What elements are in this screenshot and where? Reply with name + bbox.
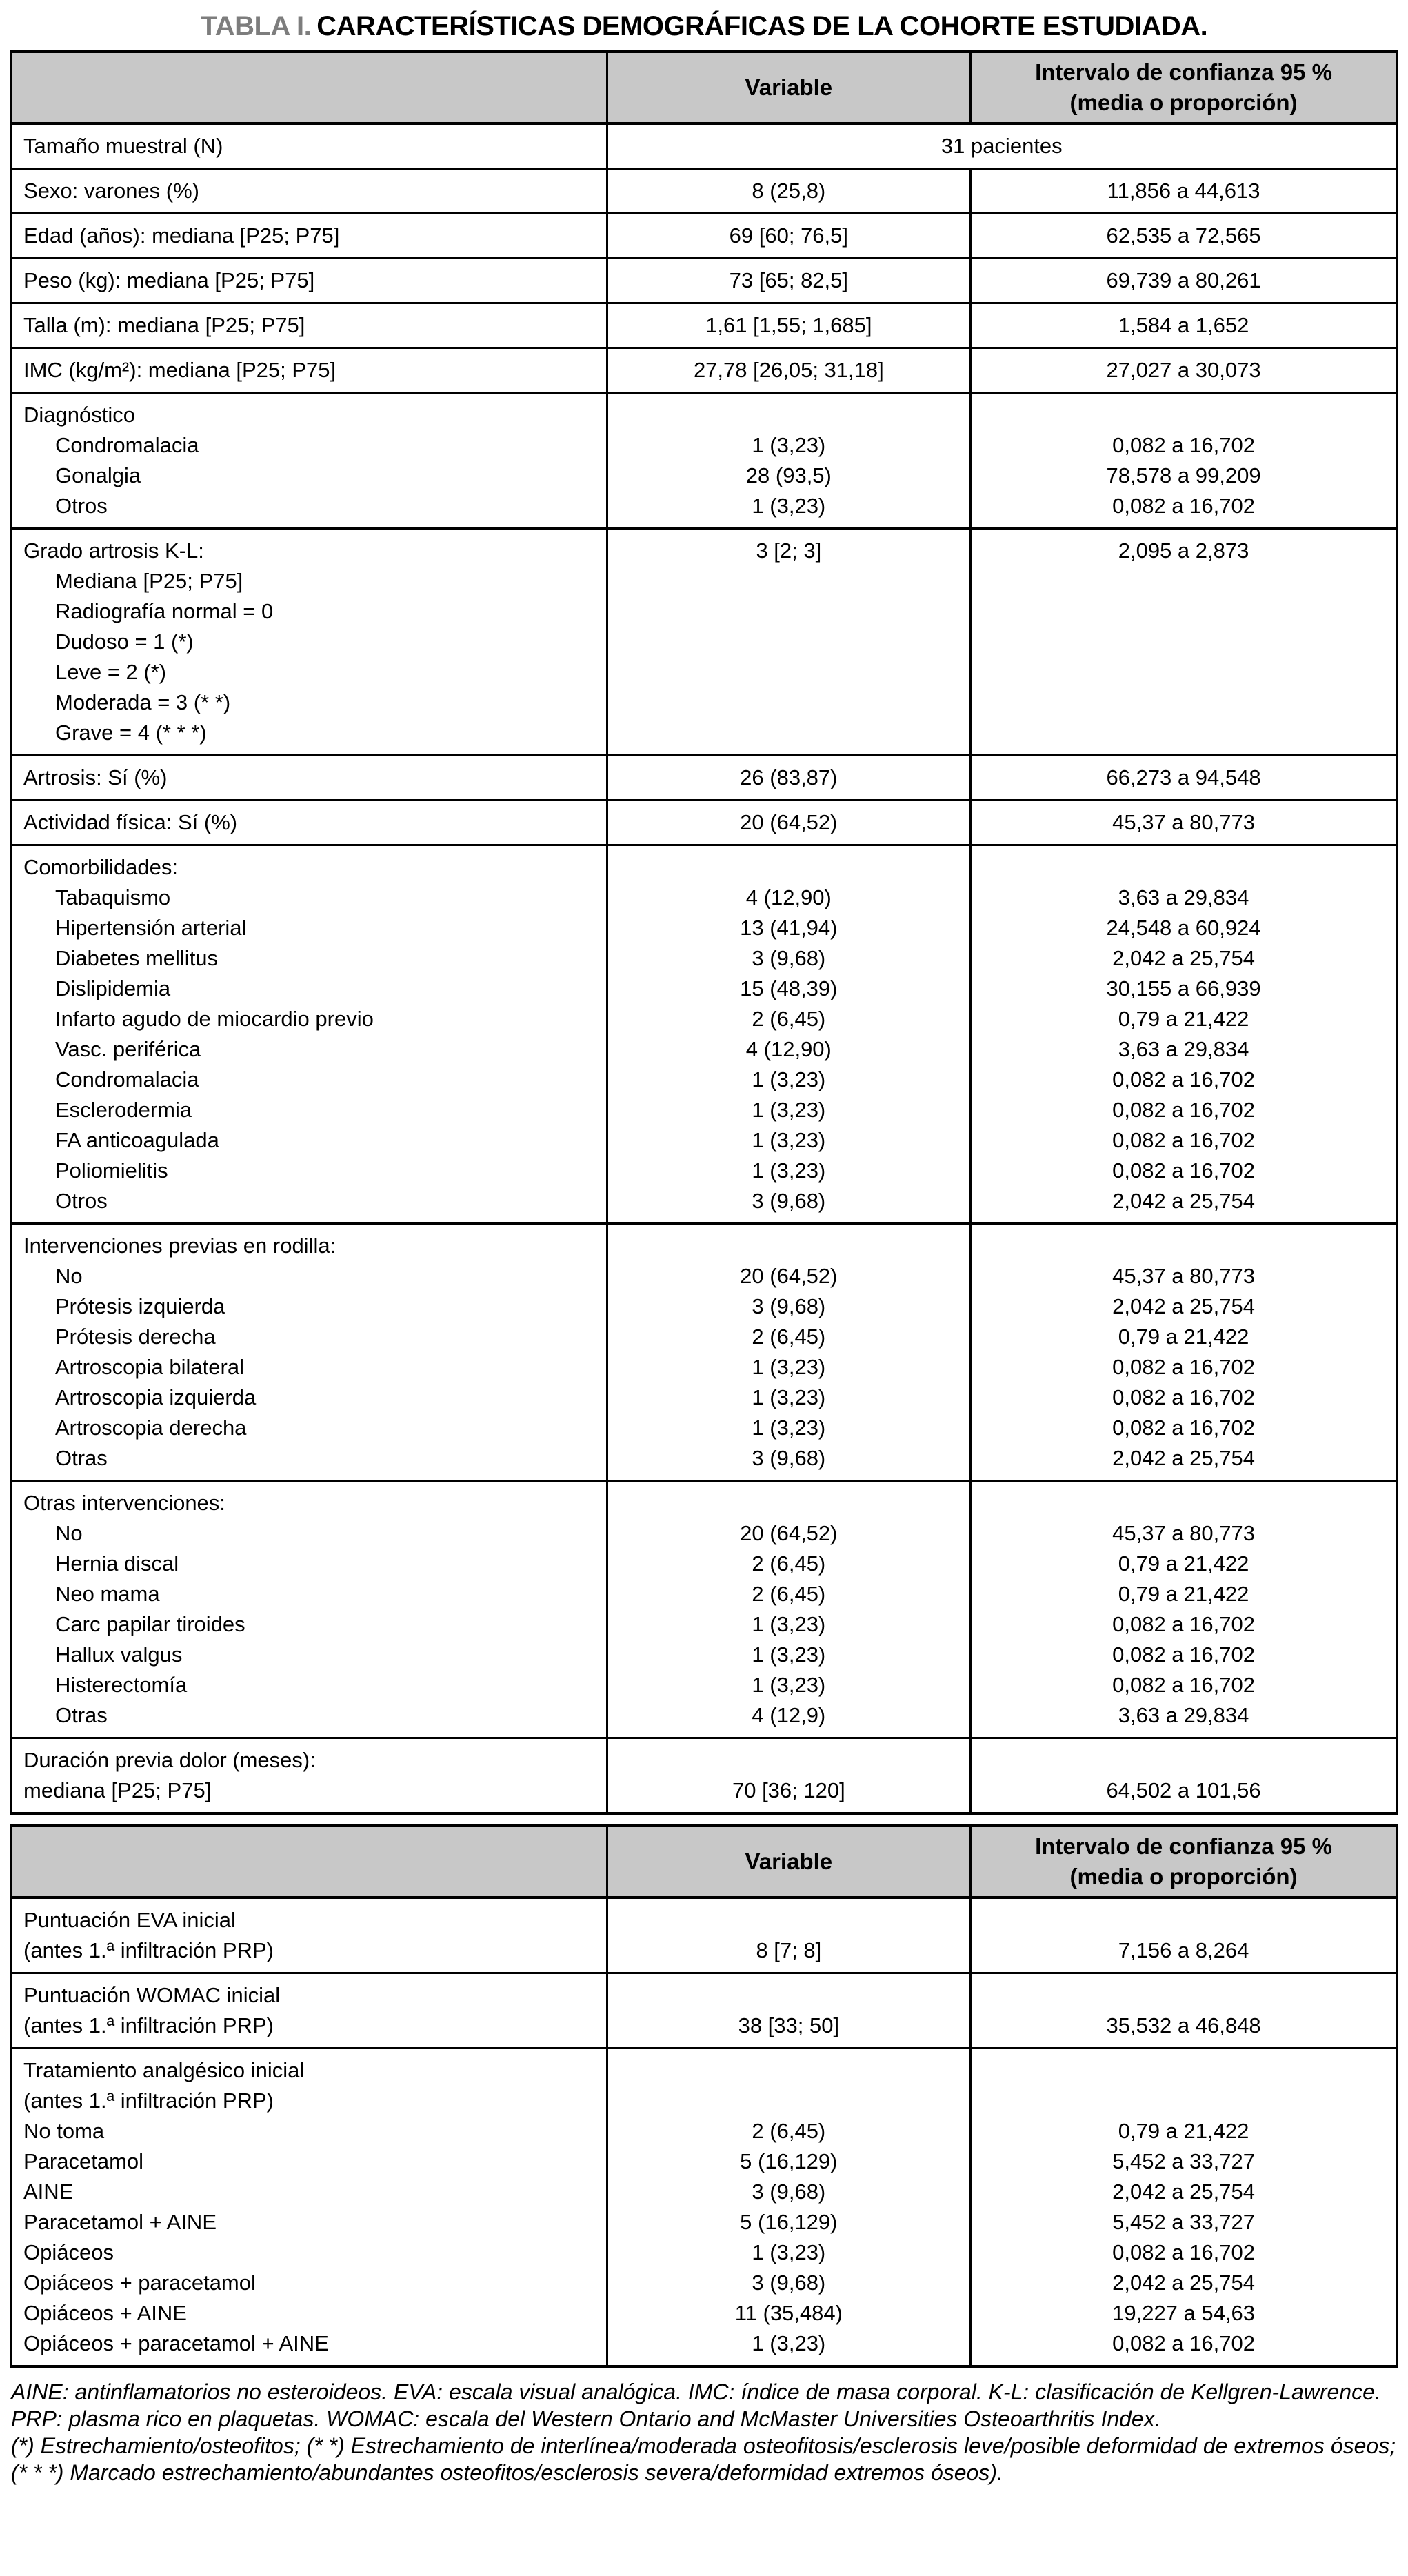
row-value: 1 (3,23) <box>752 494 826 518</box>
row-value: 11 (35,484) <box>734 2301 843 2325</box>
row-value <box>608 657 970 687</box>
row-label-cell <box>12 214 606 257</box>
row-value: 3 (9,68) <box>752 2180 826 2204</box>
row-value: 13 (41,94) <box>740 916 838 940</box>
row-value: 3 (9,68) <box>752 1189 826 1213</box>
row-ci-cell <box>969 1899 1396 1972</box>
row-label: (antes 1.ª infiltración PRP) <box>23 1938 274 1962</box>
row-label: Talla (m): mediana [P25; P75] <box>23 313 305 337</box>
row-value: 3 (9,68) <box>752 946 826 970</box>
row-label: Edad (años): mediana [P25; P75] <box>23 223 340 248</box>
row-label: Mediana [P25; P75] <box>55 569 243 593</box>
row-value-cell <box>606 1482 970 1737</box>
row-ci: 0,79 a 21,422 <box>1118 2119 1249 2143</box>
row-label: No toma <box>23 2119 105 2143</box>
row-label: Sexo: varones (%) <box>23 179 199 203</box>
row-value <box>608 1980 970 2011</box>
row-ci: 66,273 a 94,548 <box>1106 765 1261 789</box>
row-ci: 7,156 a 8,264 <box>1118 1938 1249 1962</box>
row-label: Actividad física: Sí (%) <box>23 810 238 834</box>
row-ci: 0,79 a 21,422 <box>1118 1007 1249 1031</box>
row-label-cell <box>12 394 606 527</box>
row-ci: 0,082 a 16,702 <box>1112 1067 1255 1091</box>
row-value: 1,61 [1,55; 1,685] <box>705 313 872 337</box>
row-value-cell <box>606 1739 970 1812</box>
row-value: 69 [60; 76,5] <box>729 223 849 248</box>
row-ci: 2,042 a 25,754 <box>1112 2271 1255 2295</box>
row-ci: 2,042 a 25,754 <box>1112 1446 1255 1470</box>
row-value: 1 (3,23) <box>752 1067 826 1091</box>
row-ci-cell <box>969 259 1396 302</box>
row-label: (antes 1.ª infiltración PRP) <box>23 2013 274 2037</box>
row-label: Gonalgia <box>55 463 141 487</box>
row-label-cell <box>12 2049 606 2365</box>
row-ci <box>972 627 1396 657</box>
row-value: 4 (12,90) <box>745 885 832 909</box>
row-ci: 2,042 a 25,754 <box>1112 1294 1255 1318</box>
table-row <box>12 754 1396 799</box>
row-label: Tratamiento analgésico inicial <box>23 2058 305 2082</box>
row-label: Opiáceos + AINE <box>23 2301 187 2325</box>
row-ci-cell <box>969 214 1396 257</box>
row-ci: 0,082 a 16,702 <box>1112 1098 1255 1122</box>
header-variable: Variable <box>606 53 970 122</box>
row-ci <box>972 2086 1396 2116</box>
row-ci-cell <box>969 1225 1396 1480</box>
row-label: Hernia discal <box>55 1551 179 1576</box>
table-header-row <box>12 1827 1396 1899</box>
row-ci <box>972 1488 1396 1518</box>
row-ci <box>972 566 1396 596</box>
row-ci-cell <box>969 1482 1396 1737</box>
table-row <box>12 125 1396 168</box>
row-ci: 0,79 a 21,422 <box>1118 1582 1249 1606</box>
table-row <box>12 799 1396 844</box>
row-ci: 78,578 a 99,209 <box>1106 463 1261 487</box>
row-label: Hallux valgus <box>55 1642 183 1667</box>
row-label: Comorbilidades: <box>23 855 178 879</box>
table-row <box>12 168 1396 212</box>
row-ci: 0,082 a 16,702 <box>1112 1128 1255 1152</box>
row-ci: 5,452 a 33,727 <box>1112 2149 1255 2173</box>
row-label: Peso (kg): mediana [P25; P75] <box>23 268 315 292</box>
row-label: Carc papilar tiroides <box>55 1612 245 1636</box>
row-value <box>608 1905 970 1935</box>
row-value: 2 (6,45) <box>752 1007 826 1031</box>
row-ci: 0,082 a 16,702 <box>1112 1355 1255 1379</box>
table-row <box>12 1899 1396 1972</box>
row-label-cell <box>12 1739 606 1812</box>
row-ci: 0,082 a 16,702 <box>1112 2331 1255 2355</box>
row-label: Radiografía normal = 0 <box>55 599 274 623</box>
row-ci: 2,042 a 25,754 <box>1112 946 1255 970</box>
row-label-cell <box>12 1482 606 1737</box>
row-ci: 0,082 a 16,702 <box>1112 1416 1255 1440</box>
row-ci: 3,63 a 29,834 <box>1118 1037 1249 1061</box>
row-label: Puntuación WOMAC inicial <box>23 1983 281 2007</box>
row-value: 1 (3,23) <box>752 1612 826 1636</box>
row-label-cell <box>12 1974 606 2047</box>
row-label-cell <box>12 304 606 347</box>
row-value-cell <box>606 530 970 754</box>
row-label-cell <box>12 1899 606 1972</box>
row-label: No <box>55 1521 83 1545</box>
row-ci: 35,532 a 46,848 <box>1106 2013 1261 2037</box>
row-value <box>608 1488 970 1518</box>
row-label: Grado artrosis K-L: <box>23 539 204 563</box>
row-ci: 0,082 a 16,702 <box>1112 1158 1255 1183</box>
row-ci <box>972 1231 1396 1261</box>
row-value: 2 (6,45) <box>752 1582 826 1606</box>
row-label: Otras <box>55 1446 108 1470</box>
row-ci: 64,502 a 101,56 <box>1106 1778 1261 1802</box>
row-value: 2 (6,45) <box>752 1551 826 1576</box>
table-row <box>12 257 1396 302</box>
row-span-value-cell <box>606 125 1396 168</box>
row-value <box>608 718 970 748</box>
row-value-cell <box>606 259 970 302</box>
row-value-cell <box>606 349 970 392</box>
row-ci: 62,535 a 72,565 <box>1106 223 1261 248</box>
row-value-cell <box>606 846 970 1222</box>
row-ci: 1,584 a 1,652 <box>1118 313 1249 337</box>
row-value <box>608 400 970 430</box>
header-variable: Variable <box>606 1827 970 1896</box>
table-title <box>0 0 1408 42</box>
row-value: 5 (16,129) <box>740 2149 838 2173</box>
row-ci: 24,548 a 60,924 <box>1106 916 1261 940</box>
table-row <box>12 1222 1396 1480</box>
row-ci-cell <box>969 1739 1396 1812</box>
row-value: 1 (3,23) <box>752 1642 826 1667</box>
row-value: 20 (64,52) <box>740 1521 838 1545</box>
row-ci: 69,739 a 80,261 <box>1106 268 1261 292</box>
row-label: Diabetes mellitus <box>55 946 219 970</box>
row-ci: 0,082 a 16,702 <box>1112 494 1255 518</box>
header-ci-line2: (media o proporción) <box>1069 1864 1298 1889</box>
table-row <box>12 392 1396 527</box>
row-ci: 0,082 a 16,702 <box>1112 433 1255 457</box>
row-value <box>608 596 970 627</box>
row-value: 1 (3,23) <box>752 2331 826 2355</box>
row-label: Moderada = 3 (* *) <box>55 690 231 714</box>
row-label-cell <box>12 349 606 392</box>
row-label: Intervenciones previas en rodilla: <box>23 1234 336 1258</box>
row-label-cell <box>12 1225 606 1480</box>
row-ci: 5,452 a 33,727 <box>1112 2210 1255 2234</box>
row-label: Hipertensión arterial <box>55 916 247 940</box>
row-label: mediana [P25; P75] <box>23 1778 212 1802</box>
row-label: Diagnóstico <box>23 403 135 427</box>
row-label: Artrosis: Sí (%) <box>23 765 168 789</box>
row-label: Tamaño muestral (N) <box>23 134 223 158</box>
footnote <box>11 2379 1397 2486</box>
table-row <box>12 1972 1396 2047</box>
row-value-cell <box>606 801 970 844</box>
row-ci-cell <box>969 846 1396 1222</box>
data-table-1 <box>10 50 1398 1815</box>
row-value: 1 (3,23) <box>752 1385 826 1409</box>
row-value: 1 (3,23) <box>752 1355 826 1379</box>
row-ci: 2,095 a 2,873 <box>1118 539 1249 563</box>
row-value: 2 (6,45) <box>752 2119 826 2143</box>
row-value: 38 [33; 50] <box>738 2013 840 2037</box>
row-label-cell <box>12 259 606 302</box>
row-ci: 45,37 a 80,773 <box>1112 810 1255 834</box>
footnote-asterisks: (*) Estrechamiento/osteofitos; (* *) Estrechamiento de interlínea/moderada osteofitosis/esclerosis leve/posible deformidad de extremos óseos; (* * *) Marcado estrechamiento/abundantes osteofitos/esclerosis severa/deformidad extremos óseos). <box>11 2433 1396 2485</box>
row-value <box>608 566 970 596</box>
row-value <box>608 627 970 657</box>
row-value <box>608 687 970 718</box>
row-ci: 0,79 a 21,422 <box>1118 1551 1249 1576</box>
row-value: 73 [65; 82,5] <box>729 268 849 292</box>
row-ci: 0,082 a 16,702 <box>1112 2240 1255 2264</box>
row-ci-cell <box>969 349 1396 392</box>
row-value: 1 (3,23) <box>752 1158 826 1183</box>
row-value: 3 (9,68) <box>752 1446 826 1470</box>
row-label: Artroscopia derecha <box>55 1416 247 1440</box>
row-ci-cell <box>969 2049 1396 2365</box>
row-value-cell <box>606 214 970 257</box>
row-value: 27,78 [26,05; 31,18] <box>693 358 884 382</box>
row-label: Paracetamol + AINE <box>23 2210 217 2234</box>
data-table-2 <box>10 1824 1398 2368</box>
row-label: Opiáceos + paracetamol + AINE <box>23 2331 329 2355</box>
row-value-cell <box>606 394 970 527</box>
row-ci: 11,856 a 44,613 <box>1107 179 1260 203</box>
row-label: Prótesis izquierda <box>55 1294 225 1318</box>
row-ci: 0,082 a 16,702 <box>1112 1642 1255 1667</box>
row-value: 3 (9,68) <box>752 2271 826 2295</box>
row-value: 8 [7; 8] <box>756 1938 822 1962</box>
header-empty-cell <box>12 53 606 122</box>
row-ci-cell <box>969 304 1396 347</box>
row-value: 2 (6,45) <box>752 1325 826 1349</box>
table-row <box>12 302 1396 347</box>
row-label: Prótesis derecha <box>55 1325 216 1349</box>
row-ci <box>972 687 1396 718</box>
row-ci <box>972 1745 1396 1775</box>
row-label: No <box>55 1264 83 1288</box>
row-label: Duración previa dolor (meses): <box>23 1748 316 1772</box>
row-ci-cell <box>969 394 1396 527</box>
row-value: 26 (83,87) <box>740 765 838 789</box>
row-value: 70 [36; 120] <box>732 1778 845 1802</box>
row-label: Grave = 4 (* * *) <box>55 721 207 745</box>
row-value: 1 (3,23) <box>752 2240 826 2264</box>
row-value <box>608 2055 970 2086</box>
row-value: 3 [2; 3] <box>756 539 822 563</box>
row-value: 1 (3,23) <box>752 1416 826 1440</box>
table-row <box>12 844 1396 1222</box>
row-value-cell <box>606 1225 970 1480</box>
row-label: Condromalacia <box>55 433 199 457</box>
row-label: AINE <box>23 2180 74 2204</box>
row-value: 1 (3,23) <box>752 1673 826 1697</box>
row-ci-cell <box>969 1974 1396 2047</box>
row-value <box>608 1231 970 1261</box>
header-ci-line2: (media o proporción) <box>1069 90 1298 115</box>
header-empty-cell <box>12 1827 606 1896</box>
table-row <box>12 347 1396 392</box>
row-ci: 2,042 a 25,754 <box>1112 1189 1255 1213</box>
row-value-cell <box>606 304 970 347</box>
row-value: 28 (93,5) <box>745 463 832 487</box>
table-row <box>12 212 1396 257</box>
row-ci <box>972 718 1396 748</box>
row-value <box>608 852 970 883</box>
row-ci <box>972 657 1396 687</box>
row-value-cell <box>606 170 970 212</box>
row-value: 5 (16,129) <box>740 2210 838 2234</box>
row-ci: 0,79 a 21,422 <box>1118 1325 1249 1349</box>
row-label: Otros <box>55 1189 108 1213</box>
row-label: Paracetamol <box>23 2149 144 2173</box>
row-value: 1 (3,23) <box>752 1128 826 1152</box>
row-ci: 2,042 a 25,754 <box>1112 2180 1255 2204</box>
row-label: Poliomielitis <box>55 1158 168 1183</box>
row-label: Infarto agudo de miocardio previo <box>55 1007 374 1031</box>
row-label: Puntuación EVA inicial <box>23 1908 236 1932</box>
row-label-cell <box>12 125 606 168</box>
row-label: Neo mama <box>55 1582 160 1606</box>
row-label: Histerectomía <box>55 1673 188 1697</box>
header-ci-line1: Intervalo de confianza 95 % <box>1035 1833 1333 1859</box>
row-value <box>608 1745 970 1775</box>
row-label: (antes 1.ª infiltración PRP) <box>23 2089 274 2113</box>
row-ci: 45,37 a 80,773 <box>1112 1521 1255 1545</box>
row-value-cell <box>606 1899 970 1972</box>
row-ci: 0,082 a 16,702 <box>1112 1673 1255 1697</box>
header-ci-line1: Intervalo de confianza 95 % <box>1035 59 1333 85</box>
row-label: Otras <box>55 1703 108 1727</box>
row-label: Opiáceos + paracetamol <box>23 2271 256 2295</box>
row-label: Opiáceos <box>23 2240 114 2264</box>
row-value: 20 (64,52) <box>740 810 838 834</box>
row-ci <box>972 2055 1396 2086</box>
table-row <box>12 527 1396 754</box>
row-value: 15 (48,39) <box>740 976 838 1000</box>
row-value-cell <box>606 2049 970 2365</box>
row-value: 1 (3,23) <box>752 433 826 457</box>
row-value-cell <box>606 1974 970 2047</box>
row-label: Dudoso = 1 (*) <box>55 630 194 654</box>
tables-container <box>10 50 1398 2368</box>
footnote-abbreviations: AINE: antinflamatorios no esteroideos. EVA: escala visual analógica. IMC: índice de masa corporal. K-L: clasificación de Kellgren-Lawrence. PRP: plasma rico en plaquetas. WOMAC: escala del Western Ontario and McMaster Universities Osteoarthritis Index. <box>11 2379 1381 2431</box>
table-row <box>12 1737 1396 1812</box>
row-label: Otras intervenciones: <box>23 1491 225 1515</box>
row-label-cell <box>12 530 606 754</box>
row-value: 4 (12,90) <box>745 1037 832 1061</box>
row-ci <box>972 596 1396 627</box>
table-header-row <box>12 53 1396 125</box>
row-value-cell <box>606 756 970 799</box>
row-ci: 0,082 a 16,702 <box>1112 1612 1255 1636</box>
row-value: 1 (3,23) <box>752 1098 826 1122</box>
table-title-text: CARACTERÍSTICAS DEMOGRÁFICAS DE LA COHORTE ESTUDIADA. <box>316 11 1208 41</box>
table-title-prefix: TABLA I. <box>200 11 312 41</box>
row-ci <box>972 852 1396 883</box>
row-label: Artroscopia bilateral <box>55 1355 244 1379</box>
row-ci-cell <box>969 170 1396 212</box>
row-value: 8 (25,8) <box>752 179 826 203</box>
row-label: Otros <box>55 494 108 518</box>
row-ci: 3,63 a 29,834 <box>1118 885 1249 909</box>
row-label-cell <box>12 846 606 1222</box>
row-label-cell <box>12 801 606 844</box>
row-ci: 3,63 a 29,834 <box>1118 1703 1249 1727</box>
row-value: 4 (12,9) <box>752 1703 826 1727</box>
row-ci: 19,227 a 54,63 <box>1112 2301 1255 2325</box>
row-ci-cell <box>969 801 1396 844</box>
table-row <box>12 1480 1396 1737</box>
row-label: Vasc. periférica <box>55 1037 201 1061</box>
row-ci: 27,027 a 30,073 <box>1106 358 1261 382</box>
table-row <box>12 2047 1396 2365</box>
row-ci <box>972 400 1396 430</box>
row-label: FA anticoagulada <box>55 1128 219 1152</box>
row-label: Leve = 2 (*) <box>55 660 167 684</box>
row-value <box>608 2086 970 2116</box>
header-ci <box>969 1827 1396 1896</box>
row-ci-cell <box>969 530 1396 754</box>
row-label: Condromalacia <box>55 1067 199 1091</box>
row-ci-cell <box>969 756 1396 799</box>
row-value: 20 (64,52) <box>740 1264 838 1288</box>
header-ci <box>969 53 1396 122</box>
row-label: Esclerodermia <box>55 1098 192 1122</box>
row-ci <box>972 1905 1396 1935</box>
row-label: Tabaquismo <box>55 885 171 909</box>
row-label: Artroscopia izquierda <box>55 1385 257 1409</box>
row-ci: 0,082 a 16,702 <box>1112 1385 1255 1409</box>
row-label: Dislipidemia <box>55 976 171 1000</box>
row-label: IMC (kg/m²): mediana [P25; P75] <box>23 358 336 382</box>
row-value: 31 pacientes <box>941 134 1063 158</box>
row-ci <box>972 1980 1396 2011</box>
row-label-cell <box>12 756 606 799</box>
row-ci: 30,155 a 66,939 <box>1106 976 1261 1000</box>
row-label-cell <box>12 170 606 212</box>
row-ci: 45,37 a 80,773 <box>1112 1264 1255 1288</box>
row-value: 3 (9,68) <box>752 1294 826 1318</box>
